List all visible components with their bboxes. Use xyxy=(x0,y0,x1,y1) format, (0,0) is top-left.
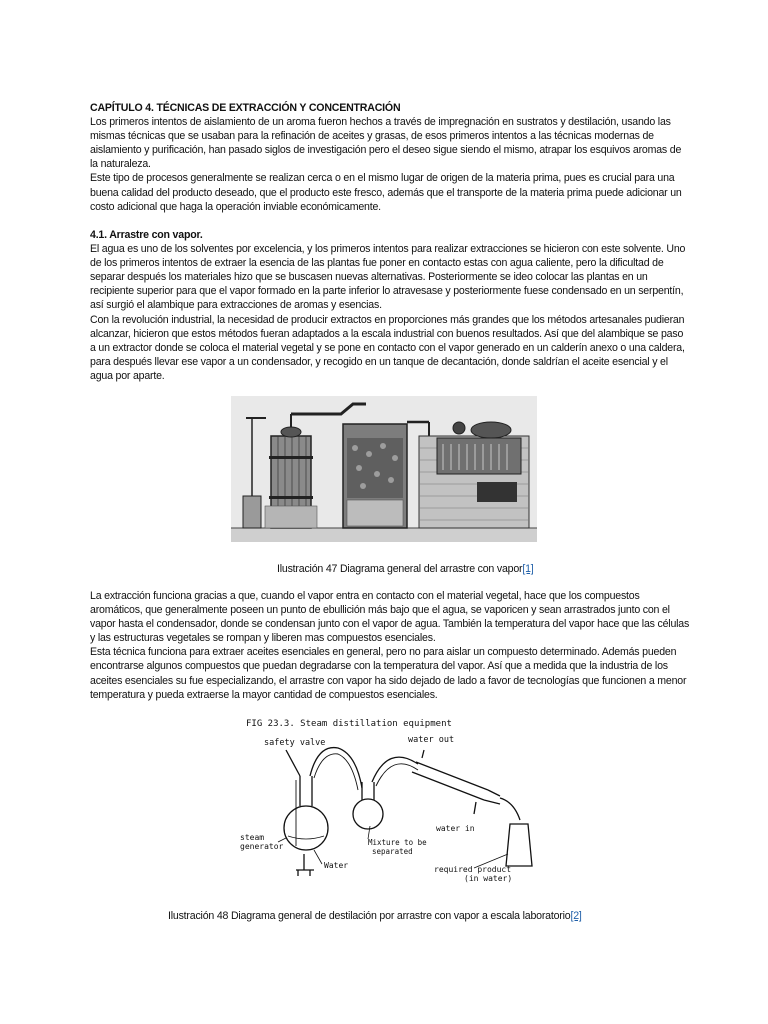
chapter-paragraph-2: Este tipo de procesos generalmente se realizan cerca o en el mismo lugar de origen de la materia prima, pues es crucial para una buena calidad del producto deseado, que el producto este fresco, además que el transporte de la materia prima puede adicionar un costo adicional que haga la operación inviable económicamente. xyxy=(90,172,682,213)
figure-47-illustration xyxy=(231,396,537,542)
label-product-line-2: (in water) xyxy=(464,874,513,883)
figure-48-title: FIG 23.3. Steam distillation equipment xyxy=(246,719,452,729)
section-paragraph-2: Con la revolución industrial, la necesidad de producir extractos en proporciones más grandes que los métodos artesanales pudieran alcanzar, hicieron que estos métodos fueran adaptados a la escala industrial con buenos resultados. Así que del alambique se paso a un extractor donde se coloca el material vegetal y se pone en contacto con el vapor generado en un calderín anexo o una caldera, para después llevar ese vapor a un condensador, y recogido en un tanque de decantación, donde saldrían el aceite esencial y el agua por aparte. xyxy=(90,313,685,382)
figure-47-caption xyxy=(277,562,534,576)
label-water-out: water out xyxy=(408,735,455,745)
label-mixture-line-2: separated xyxy=(372,847,413,856)
label-steam: steam xyxy=(240,833,265,842)
figure-47-reference-link[interactable]: [1] xyxy=(522,563,534,575)
label-mixture-line-1: Mixture to be xyxy=(368,838,427,847)
chapter-intro xyxy=(90,101,690,214)
section-title: 4.1. Arrastre con vapor. xyxy=(90,229,203,241)
label-product-line-1: required product xyxy=(434,865,512,874)
middle-paragraph-2: Esta técnica funciona para extraer aceites esenciales en general, pero no para aislar un compuesto determinado. Además pueden encontrarse algunos compuestos que puedan degradarse con la temperatura del vapor. Así que a medida que la industria de los aceites esenciales su fue especializando, el arrastre con vapor ha sido dejado de lado a favor de tecnologías que funcionen a menor temperatura y pueda extraerse la mayor cantidad de compuestos esenciales. xyxy=(90,646,687,701)
middle-paragraph-1: La extracción funciona gracias a que, cuando el vapor entra en contacto con el material vegetal, hace que los compuestos aromáticos, que generalmente poseen un punto de ebullición más bajo que el agua, se vaporicen y sean arrastrados junto con el vapor hasta el condensador, donde se condensan junto con el vapor de agua. También la temperatura del vapor hace que las células y las estructuras vegetales se rompan y liberen mas compuestos esenciales. xyxy=(90,590,690,645)
label-safety-valve: safety valve xyxy=(264,738,326,748)
chapter-title: CAPÍTULO 4. TÉCNICAS DE EXTRACCIÓN Y CONCENTRACIÓN xyxy=(90,102,401,114)
section-paragraph-1: El agua es uno de los solventes por excelencia, y los primeros intentos para realizar extracciones se hicieron con este solvente. Uno de los primeros intentos de extraer la esencia de las plantas fue poner en contacto estas con agua caliente, pero la dificultad de separar después los materiales hizo que se buscasen nuevas alternativas. Posteriormente se ideo colocar las plantas en un recipiente superior para que el vapor formado en la parte inferior lo atravesase y posteriormente fuese condensado en un serpentín, así surgió el alambique para extracciones de aromas y esencias. xyxy=(90,243,686,312)
figure-47-caption-text: Ilustración 47 Diagrama general del arrastre con vapor xyxy=(277,563,523,575)
figure-48-reference-link[interactable]: [2] xyxy=(570,910,582,922)
figure-48-caption xyxy=(168,909,582,923)
figure-48-diagram xyxy=(238,714,534,886)
figure-48-caption-text: Ilustración 48 Diagrama general de destilación por arrastre con vapor a escala laboratorio xyxy=(168,910,571,922)
label-water: Water xyxy=(324,861,349,870)
chapter-paragraph-1: Los primeros intentos de aislamiento de un aroma fueron hechos a través de impregnación en sustratos y destilación, usando las mismas técnicas que se usaban para la refinación de aceites y grasas, de esos primeros intentos a las técnicas modernas de aislamiento y purificación, han pasado siglos de investigación pero el deseo sigue siendo el mismo, atrapar los esquivos aromas de la naturaleza. xyxy=(90,116,682,171)
section-arrastre xyxy=(90,228,690,383)
label-water-in: water in xyxy=(436,824,475,833)
extraction-explanation xyxy=(90,589,690,702)
label-generator: generator xyxy=(240,842,284,851)
